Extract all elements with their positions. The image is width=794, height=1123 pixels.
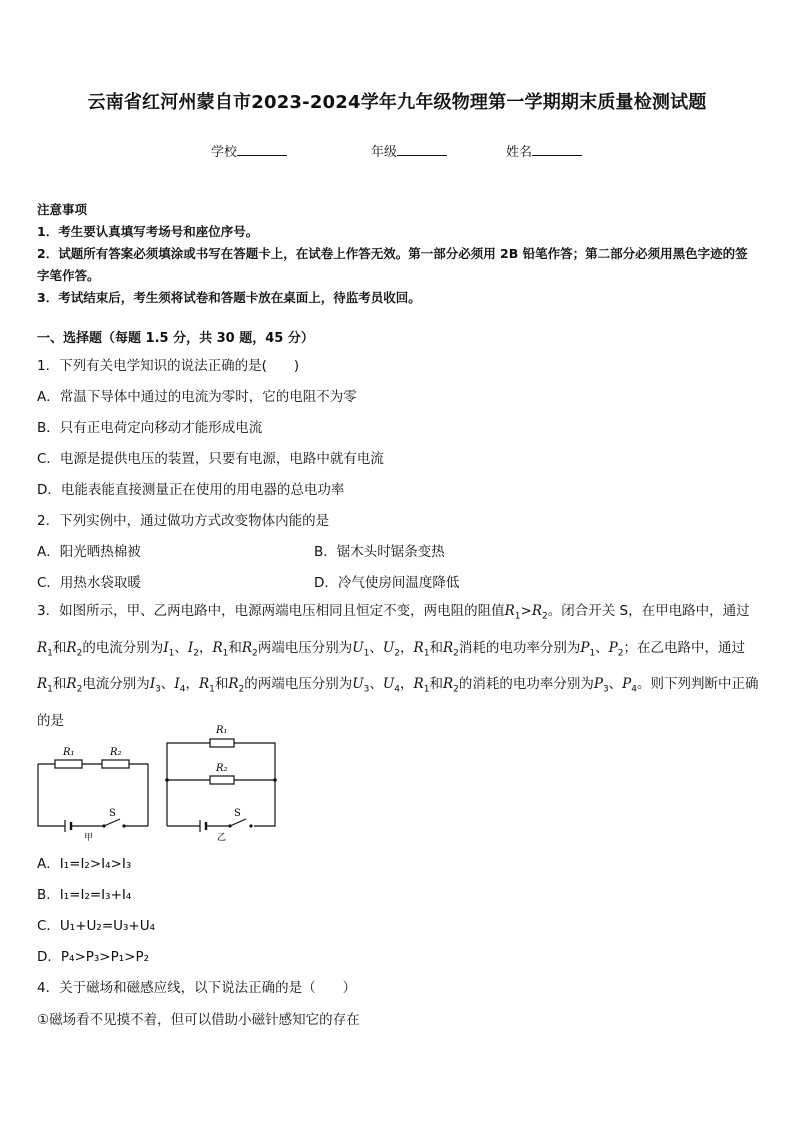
q3-circuit-figure (30, 718, 290, 846)
q1-option-a[interactable]: A．常温下导体中通过的电流为零时，它的电阻不为零 (37, 389, 357, 405)
name-label: 姓名 (506, 145, 533, 160)
section-heading: 一、选择题（每题 1.5 分，共 30 题，45 分） (37, 331, 314, 346)
notes-item-3: 3．考试结束后，考生须将试卷和答题卡放在桌面上，待监考员收回。 (37, 290, 421, 305)
notes-item-1: 1．考生要认真填写考场号和座位序号。 (37, 224, 259, 239)
switch-pivot-yi (228, 824, 231, 827)
junction-left-yi (165, 778, 169, 782)
name-blank[interactable] (532, 143, 582, 156)
school-label: 学校 (211, 145, 238, 160)
q3-option-a[interactable]: A．I₁=I₂>I₄>I₃ (37, 856, 132, 872)
label-r2-jia: R₂ (110, 747, 122, 758)
q3-option-d[interactable]: D．P₄>P₃>P₁>P₂ (37, 949, 150, 965)
q2-option-b[interactable]: B．锯木头时锯条变热 (314, 544, 445, 560)
circuit-yi (167, 739, 275, 832)
q1-option-d[interactable]: D．电能表能直接测量正在使用的用电器的总电功率 (37, 482, 345, 498)
label-switch-yi: S (234, 808, 241, 819)
q1-option-b[interactable]: B．只有正电荷定向移动才能形成电流 (37, 420, 263, 436)
q2-option-a[interactable]: A．阳光晒热棉被 (37, 544, 141, 560)
q2-option-d[interactable]: D．冷气使房间温度降低 (314, 575, 460, 591)
q3-stem: 3．如图所示，甲、乙两电路中，电源两端电压相同且恒定不变，两电阻的阻值$R_1>R_2$。闭合开关 S，在甲电路中，通过$R_1$和$R_2$的电流分别为$I_1$、$I_2$，$R_1$和$R_2$两端电压分别为$U_1$、$U_2$，$R_1$和$R_2$消耗的电功率分别为$P_1$、$P_2$；在乙电路中，通过$R_1$和$R_2$电流分别为$I_3$、$I_4$，$R_1$和$R_2$的两端电压分别为$U_3$、$U_4$，$R_1$和$R_2$的消耗的电功率分别为$P_3$、$P_4$。则下列判断中正确的是 (37, 603, 759, 730)
grade-field[interactable] (371, 141, 447, 160)
label-jia: 甲 (84, 833, 94, 843)
notes-item-2: 2．试题所有答案必须填涂或书写在答题卡上，在试卷上作答无效。第一部分必须用 2B 铅笔作答；第二部分必须用黑色字迹的签字笔作答。 (37, 246, 748, 283)
page-title: 云南省红河州蒙自市2023-2024学年九年级物理第一学期期末质量检测试题 (87, 92, 707, 113)
q2-stem: 2．下列实例中，通过做功方式改变物体内能的是 (37, 513, 330, 529)
school-blank[interactable] (237, 143, 287, 156)
label-yi: 乙 (217, 833, 227, 843)
label-r1-jia: R₁ (63, 747, 75, 758)
switch-contact-jia (122, 824, 125, 827)
notes-heading: 注意事项 (37, 202, 88, 217)
junction-right-yi (273, 778, 277, 782)
q4-stem: 4．关于磁场和磁感应线，以下说法正确的是（ ） (37, 980, 357, 996)
q3-option-b[interactable]: B．I₁=I₂=I₃+I₄ (37, 887, 132, 903)
q4-statement-1: ①磁场看不见摸不着，但可以借助小磁针感知它的存在 (37, 1012, 360, 1028)
q2-option-c[interactable]: C．用热水袋取暖 (37, 575, 141, 591)
school-field[interactable] (211, 141, 287, 160)
label-switch-jia: S (109, 808, 116, 819)
label-r2-yi: R₂ (216, 763, 228, 774)
q1-option-c[interactable]: C．电源是提供电压的装置，只要有电源，电路中就有电流 (37, 451, 384, 467)
circuit-jia (38, 760, 148, 832)
switch-contact-yi (249, 824, 252, 827)
q3-option-c[interactable]: C．U₁+U₂=U₃+U₄ (37, 918, 156, 934)
grade-blank[interactable] (397, 143, 447, 156)
grade-label: 年级 (371, 145, 398, 160)
name-field[interactable] (506, 141, 582, 160)
switch-pivot-jia (102, 824, 105, 827)
q1-stem: 1．下列有关电学知识的说法正确的是( ) (37, 358, 300, 374)
label-r1-yi: R₁ (216, 725, 228, 736)
notes-section (37, 199, 759, 309)
